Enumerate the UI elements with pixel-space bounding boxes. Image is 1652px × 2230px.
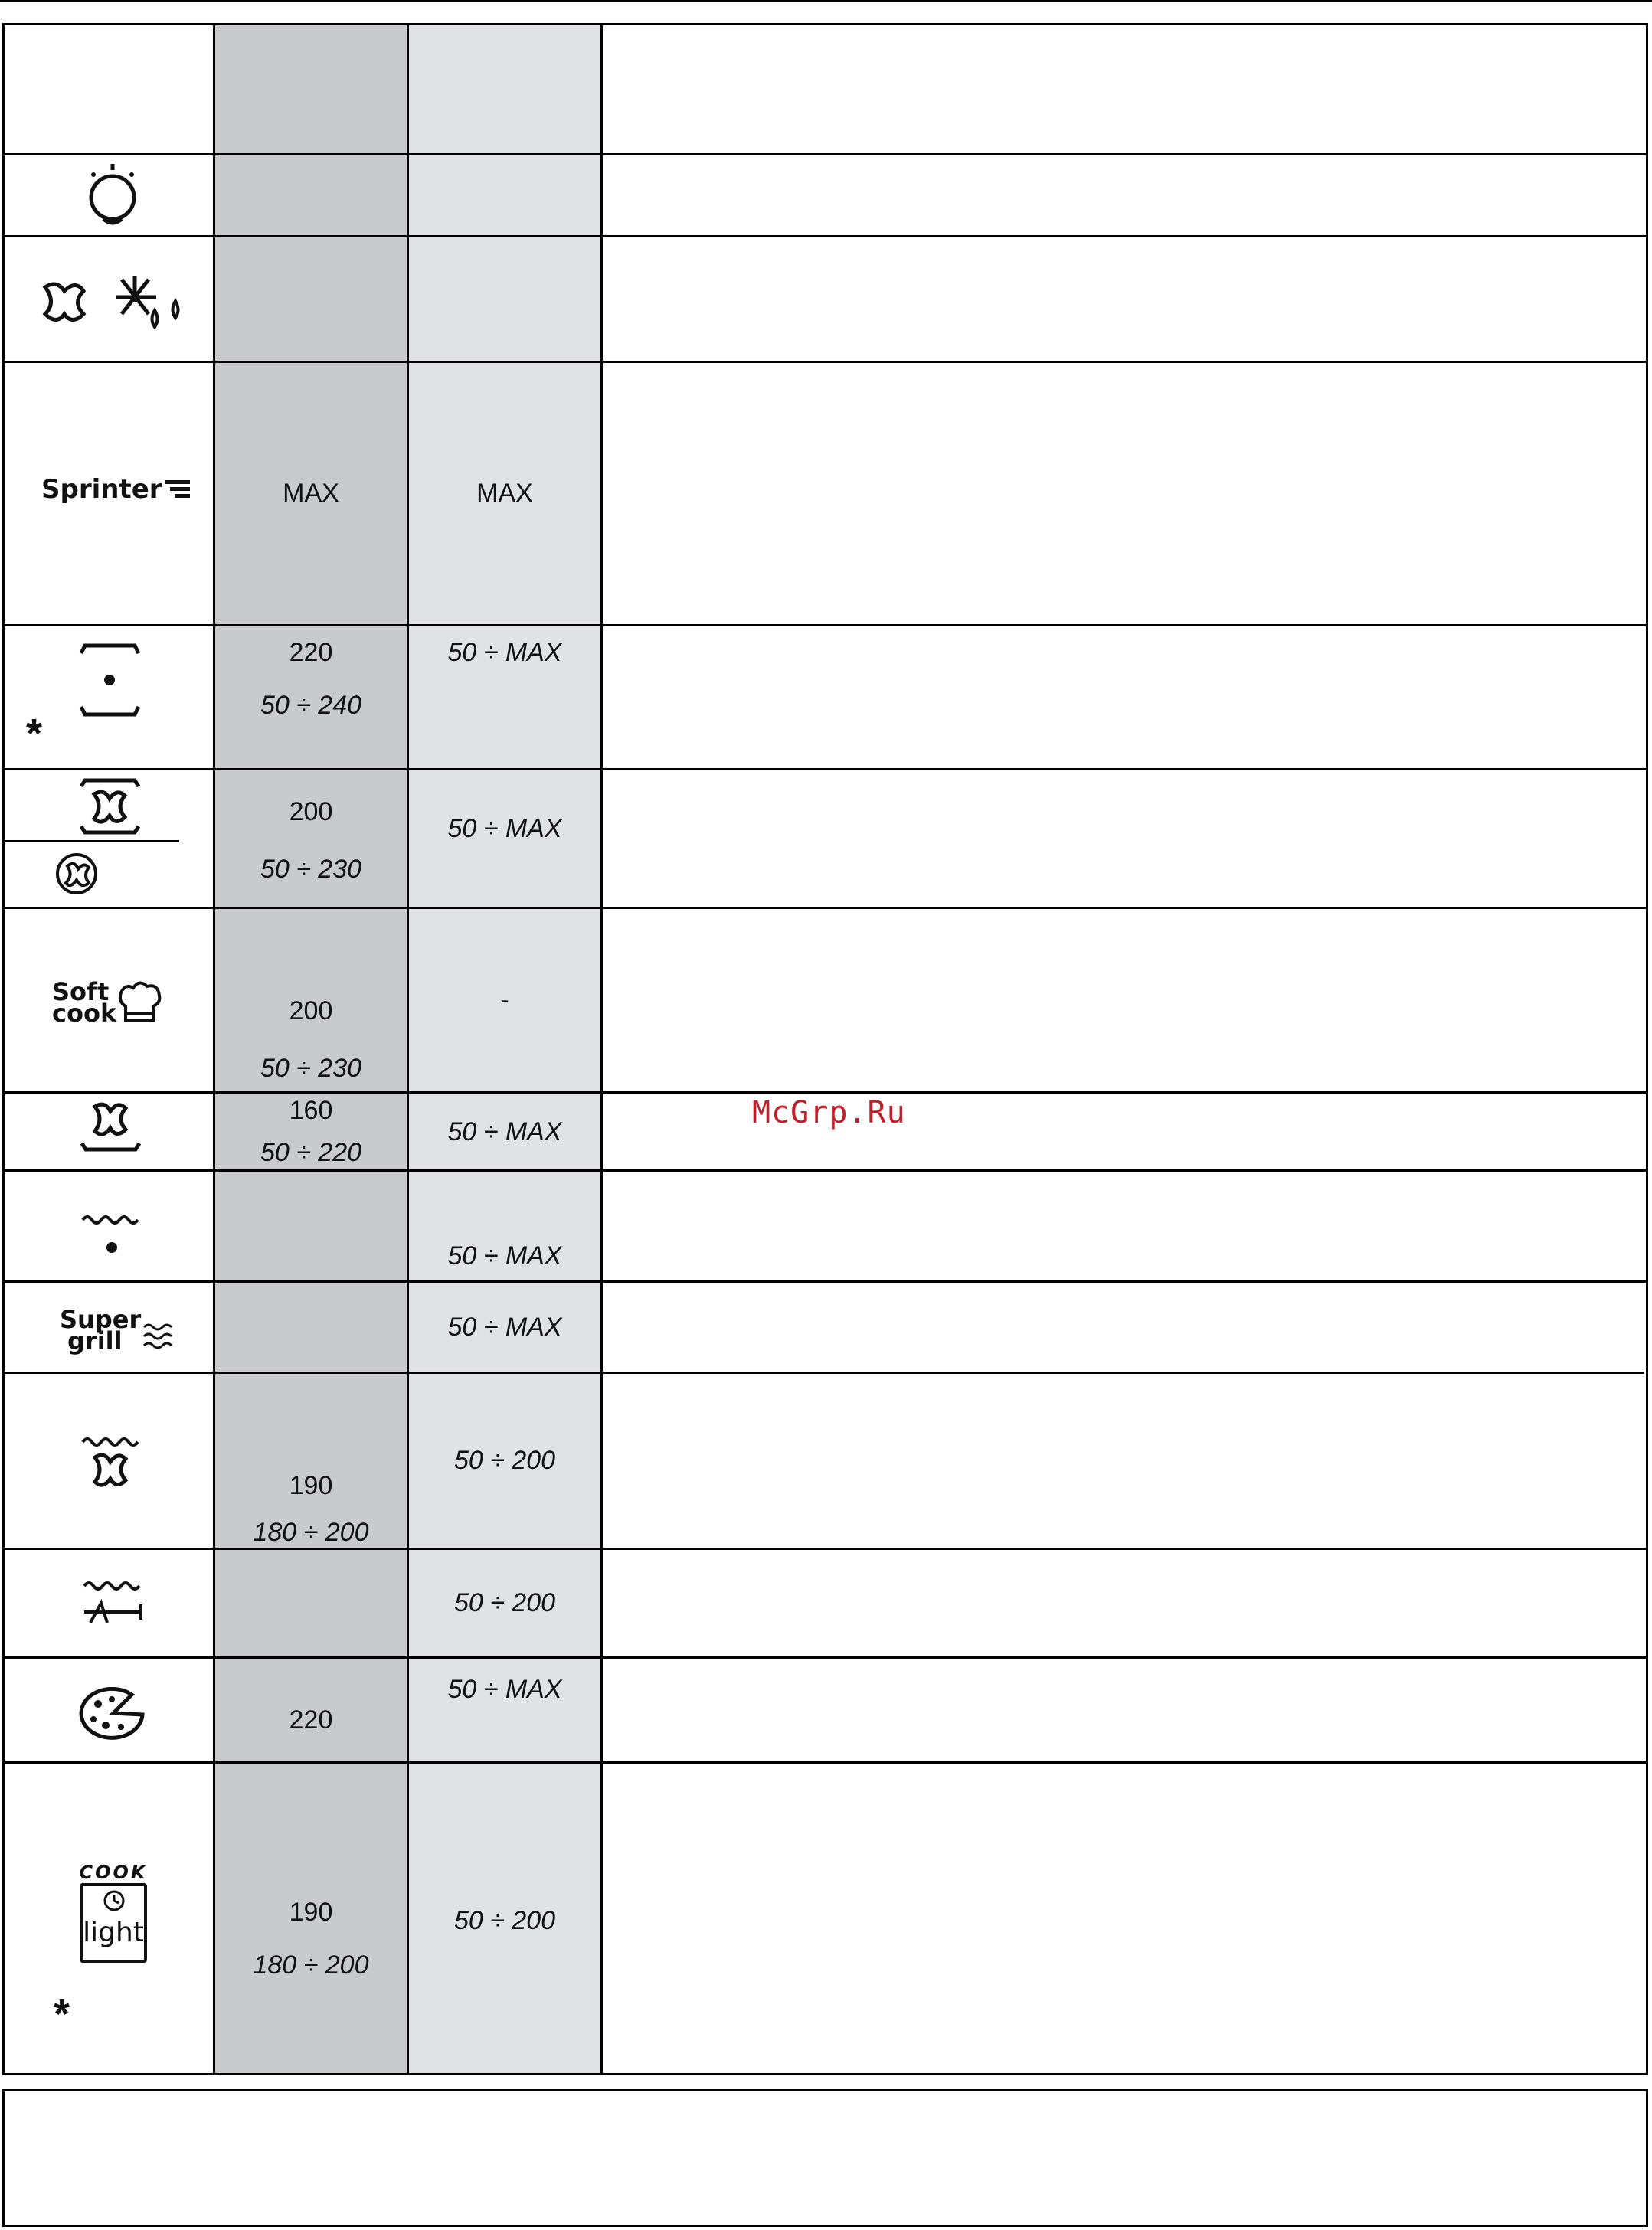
range-cell [409, 909, 600, 1091]
super-grill-icon [60, 1305, 176, 1355]
range-cell [409, 638, 600, 684]
scale-frame [80, 1883, 147, 1963]
default-temp: 200 [289, 996, 333, 1025]
oven-functions-table [2, 23, 1648, 2075]
temp-range: 50 ÷ 200 [453, 1446, 556, 1475]
row-divider [5, 1169, 1646, 1172]
default-temp: 200 [289, 797, 333, 826]
cook-label: COOK [79, 1862, 148, 1883]
row-divider [5, 235, 1646, 237]
row-divider [5, 907, 1646, 909]
default-temp-range: 50 ÷ 230 [260, 855, 362, 884]
column-divider [600, 25, 603, 2073]
cook-light-icon [67, 1862, 159, 1963]
range-cell [409, 1550, 600, 1656]
default-temp-range: 50 ÷ 230 [260, 1054, 362, 1083]
range-cell [409, 1094, 600, 1170]
sprinter-logo [41, 474, 191, 505]
grill-label: grill [67, 1326, 123, 1355]
cell-divider [5, 840, 179, 842]
speed-lines-icon [164, 477, 191, 502]
range-cell [409, 1764, 600, 2078]
default-temp: 160 [289, 1096, 333, 1125]
default-temp: MAX [283, 479, 339, 508]
footnote-asterisk: * [54, 1991, 70, 2037]
row-divider [5, 624, 1646, 626]
row-divider [5, 768, 1646, 770]
default-temp-range: 180 ÷ 200 [253, 1950, 369, 1980]
light-bulb-icon [78, 159, 147, 228]
row-divider [5, 1548, 1646, 1550]
row-divider [5, 153, 1646, 155]
row-divider [5, 1372, 1644, 1374]
watermark: McGrp.Ru [752, 1095, 906, 1130]
temp-range: 50 ÷ 200 [453, 1588, 556, 1617]
light-label: light [83, 1917, 144, 1948]
default-temp: 220 [289, 1705, 333, 1735]
temp-range: 50 ÷ MAX [447, 638, 562, 667]
default-temp: 190 [289, 1898, 333, 1927]
range-cell [409, 1374, 600, 1548]
row-divider [5, 1280, 1646, 1283]
temp-range: MAX [476, 479, 533, 508]
clock-icon [103, 1889, 126, 1912]
fan-oven-icon [77, 777, 146, 839]
footnote-asterisk: * [26, 711, 43, 757]
footer-box [2, 2089, 1648, 2227]
range-cell [409, 363, 600, 624]
rotisserie-icon [80, 1578, 147, 1627]
range-cell [409, 1670, 600, 1708]
temp-range: - [500, 985, 509, 1015]
super-label: Super [60, 1305, 142, 1334]
row-divider [5, 1761, 1646, 1764]
default-temp-cell [215, 1659, 407, 1761]
top-rule [0, 0, 1652, 2]
pizza-icon [78, 1687, 147, 1741]
soft-cook-icon [52, 979, 162, 1026]
default-temp-range: 180 ÷ 200 [253, 1518, 369, 1547]
default-temp-cell [215, 363, 407, 624]
chef-hat-icon [116, 979, 162, 1026]
default-temp-cell [215, 1471, 407, 1548]
default-temp: 220 [289, 638, 333, 667]
cook-label: cook [52, 999, 117, 1028]
range-cell [409, 814, 600, 860]
default-temp-cell [215, 1096, 407, 1168]
row-divider [5, 1091, 1646, 1094]
default-temp-cell [215, 638, 407, 753]
range-cell [409, 1283, 600, 1372]
heat-waves-icon [141, 1321, 176, 1352]
temp-range: 50 ÷ MAX [447, 1312, 562, 1342]
temp-range: 50 ÷ MAX [447, 1117, 562, 1146]
grill-icon [80, 1212, 144, 1261]
default-temp: 190 [289, 1471, 333, 1500]
temp-range: 50 ÷ MAX [447, 814, 562, 843]
defrost-icon [34, 272, 195, 333]
default-temp-range: 50 ÷ 240 [260, 691, 362, 720]
default-temp-cell [215, 996, 407, 1088]
soft-label: Soft [52, 977, 110, 1006]
range-cell [409, 1237, 600, 1275]
static-oven-icon [77, 638, 146, 722]
temp-range: 50 ÷ MAX [447, 1674, 562, 1704]
default-temp-range: 50 ÷ 220 [260, 1138, 362, 1167]
temp-range: 50 ÷ MAX [447, 1241, 562, 1270]
sprinter-label: Sprinter [41, 474, 162, 505]
default-temp-cell [215, 1898, 407, 1990]
fan-circle-icon [54, 851, 100, 897]
temp-range: 50 ÷ 200 [453, 1905, 556, 1935]
fan-bottom-icon [78, 1100, 147, 1159]
fan-grill-icon [78, 1434, 147, 1499]
default-temp-cell [215, 797, 407, 904]
